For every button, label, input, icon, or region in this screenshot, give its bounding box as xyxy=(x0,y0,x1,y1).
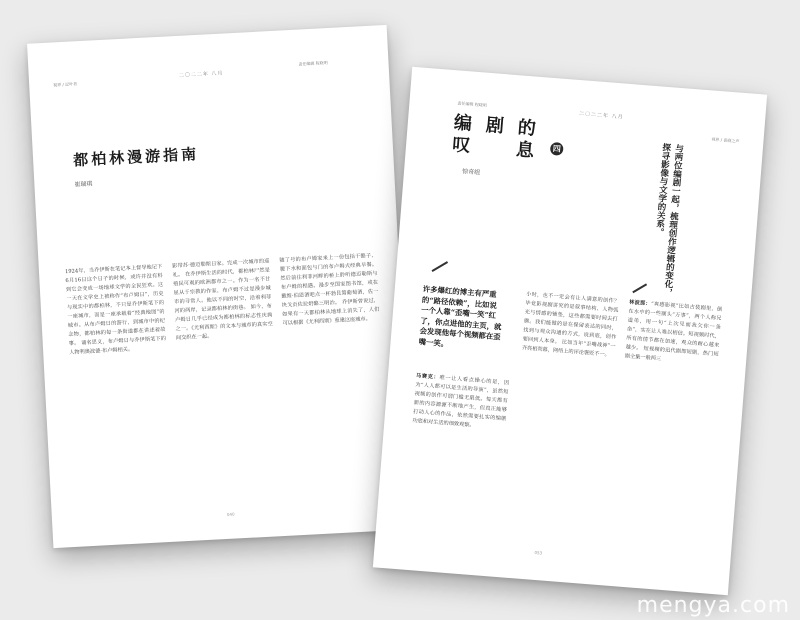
left-article-title: 都柏林漫游指南 xyxy=(72,144,200,170)
right-body-column-3 xyxy=(611,299,723,546)
left-body-column-1: 1924年，当乔伊斯在笔记本上督导地记下6月16日这个日子的时候，或许并没有料到它会变成一场地球文学的全民狂欢。这一天在文学史上被称作“布卢姆日”，历史与现实中的都柏林，不只是乔伊斯笔下的一座城市，而是一座承载着“经典地图”的城市。从布卢姆日的游行，到城市中的纪念物，都柏林的每一条街道都在讲述着故事。 诵名思义，布卢姆日与乔伊斯笔下的人物利奥波德·布卢姆相关。 xyxy=(64,264,167,356)
right-body-column-1 xyxy=(405,372,510,529)
right-article-author: 惊奇组 xyxy=(461,168,481,177)
column-text: 唯一让人看点操心的是，因为“人人都可以是生活的导演”，虽然短视频的创作可谓门槛无限低。每天都有新的内容源源不断地产生，但真正能够打动人心的作品，依然需要扎实的编剧功底和对生活的细致观察。 xyxy=(412,374,510,429)
title-spacer xyxy=(483,137,503,160)
right-issue-date: 二〇二二年 八月 xyxy=(578,111,624,121)
right-magazine-page xyxy=(373,67,767,595)
column-text: 小时，也不一定会有让人满意的创作？毕竟影视剧讲究的是叙事结构、人物弧光与情感的铺垫，这些都需要时间去打磨。我们能做的是在保留表达的同时，找到与观众沟通的方式，说到底，创作要回到人本身。 比如当年“歪嘴战神”一齐亮相荧幕，网络上的评论褒贬不一。 xyxy=(521,291,620,359)
right-page-number: 053 xyxy=(534,549,543,556)
title-char: 编 xyxy=(453,112,473,135)
decorative-slash xyxy=(432,261,448,271)
right-editor-credit: 责任编辑 程晓明 xyxy=(457,100,487,108)
title-char: 的 xyxy=(516,117,537,140)
title-char: 剧 xyxy=(485,114,505,138)
speaker-name: 林波那： xyxy=(628,299,652,308)
left-body-column-3: 随了号的布卢姆家来上一份包括干酪子、腰下水和面包与门的布卢姆式经典早餐。然后前往利菲河畔的桥上聆听德迈勒斯与布卢姆的相遇。漫步至国家图书馆，或在戴维·伯恩酒吧点一杯勃艮第葡萄酒，佐一块戈贡佐拉奶酪三明治。 乔伊斯曾说过，如果有一天都柏林从地球上消失了，人们可以根据《尤利西斯》重建这座城市。 xyxy=(279,252,380,327)
column-text: “爽感影视”比如古装剧里，倒在水中的一些额头“万事”，两个人称兄道弟，用一句“上次见面我欠你一条命”，实在让人难以相信。短视频时代，所有的情节都在加速，观众的耐心越来越少。 短视频的迅代剧即短剧，热门短剧全集一般两三 xyxy=(624,301,723,363)
speaker-name: 马赛克： xyxy=(415,373,440,381)
site-watermark: mengya.com xyxy=(636,593,790,618)
left-section-label: 視界 / 記叶者 xyxy=(53,81,78,88)
right-section-label: 视界 / 喜剧之声 xyxy=(711,136,740,144)
left-page-number: 040 xyxy=(226,511,235,517)
left-body-column-2: 影带苏·德迈勒斯日家。完成一次城市的巡礼。 在乔伊斯生活的时代，都柏林尸然是殖民可观的欧洲都市之一。作为一名不甘屈从于宗教的作家，布卢姆不过是漫步城市的寻常人。他以不同的时空，沿着利菲河的两岸，记录都柏林的街巷。 如今，布卢姆日几乎已经成为都柏林的标志性庆典之一。《尤利西斯》的文本与城市的真实空间交织在一起。 xyxy=(172,258,273,342)
title-char: 叹 xyxy=(451,134,472,157)
left-body-columns xyxy=(65,252,389,498)
decorative-slash xyxy=(632,283,647,292)
series-number-badge: 四 xyxy=(550,142,564,156)
left-issue-date: 二〇二二年 八月 xyxy=(178,70,224,79)
left-article-author: 崔瑞琪 xyxy=(74,180,93,189)
right-article-title xyxy=(451,112,565,165)
right-vertical-subtitle: 与两位编剧一起，梳理创作逻辑的变化，探寻影像与文学的关系。 xyxy=(653,142,684,297)
left-editor-credit: 责任编辑 程晓明 xyxy=(298,60,328,67)
right-body-column-2 xyxy=(508,290,620,537)
pull-quote: 许多爆红的博主有严重的“路径依赖”，比如说一个人靠“歪嘴一笑”红了，你点进他的主页，就会发现他每个视频都在歪嘴一笑。 xyxy=(418,284,502,348)
left-magazine-page xyxy=(27,25,413,548)
title-char: 息 xyxy=(515,139,535,162)
